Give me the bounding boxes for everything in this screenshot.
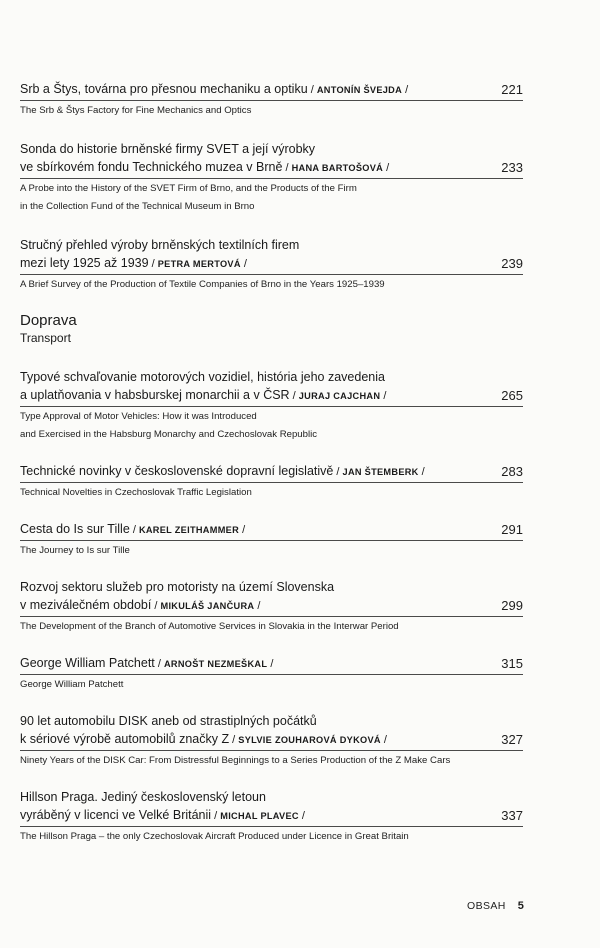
author-separator: / [148, 258, 158, 270]
entry-title-line [20, 788, 483, 806]
entry-title-text: Srb a Štys, továrna pro přesnou mechaniku a optiku [20, 82, 308, 96]
entry-page-number: 337 [501, 808, 523, 823]
entry-page-number: 327 [501, 732, 523, 747]
entry-author: ARNOŠT NEZMEŠKAL [163, 659, 268, 669]
entry-title-text: a uplatňovania v habsburskej monarchii a v ČSR [20, 388, 290, 402]
entry-title-block [20, 788, 523, 825]
author-separator: / [307, 84, 317, 96]
entry-title-line [20, 712, 483, 730]
entry-title-block [20, 80, 523, 99]
section-subtitle: Transport [20, 331, 71, 345]
toc-entry [20, 236, 523, 293]
entry-author: KAREL ZEITHAMMER [138, 525, 240, 535]
entry-title-line [20, 368, 483, 386]
entry-title-text: mezi lety 1925 až 1939 [20, 256, 149, 270]
entry-title-block [20, 654, 523, 673]
entry-author: HANA BARTOŠOVÁ [291, 163, 384, 173]
entry-title-line [20, 596, 483, 615]
entry-english-title: A Probe into the History of the SVET Firm of Brno, and the Products of the Firm [20, 183, 357, 194]
entry-title-block [20, 368, 523, 405]
entry-title-text: Typové schvaľovanie motorových vozidiel, história jeho zavedenia [20, 370, 385, 384]
entry-title-line [20, 806, 483, 825]
author-separator: / [298, 810, 305, 822]
toc-group-bottom [20, 368, 523, 845]
author-separator: / [239, 524, 246, 536]
entry-title-line [20, 254, 483, 273]
entry-title-text: 90 let automobilu DISK aneb od strastiplných počátků [20, 714, 317, 728]
author-separator: / [254, 600, 261, 612]
entry-title-line [20, 236, 483, 254]
entry-title-block [20, 578, 523, 615]
entry-page-number: 315 [501, 656, 523, 671]
entry-title-block [20, 520, 523, 539]
entry-title-line [20, 730, 483, 749]
author-separator: / [402, 84, 409, 96]
entry-title-text: Stručný přehled výroby brněnských textilních firem [20, 238, 300, 252]
toc-entry [20, 578, 523, 635]
entry-english-title: Type Approval of Motor Vehicles: How it was Introduced [20, 411, 257, 422]
entry-title-line [20, 80, 483, 99]
entry-title-text: Rozvoj sektoru služeb pro motoristy na území Slovenska [20, 580, 335, 594]
entry-english-title: The Srb & Štys Factory for Fine Mechanics and Optics [20, 105, 252, 116]
entry-title-text: ve sbírkovém fondu Technického muzea v Brně [20, 160, 283, 174]
toc-entry [20, 80, 523, 119]
entry-english-title: The Journey to Is sur Tille [20, 545, 130, 556]
entry-english-title: The Development of the Branch of Automotive Services in Slovakia in the Interwar Period [20, 621, 399, 632]
entry-title-block [20, 236, 523, 273]
entry-page-number: 233 [501, 160, 523, 175]
author-separator: / [333, 466, 343, 478]
entry-page-number: 283 [501, 464, 523, 479]
entry-author: MIKULÁŠ JANČURA [160, 601, 255, 611]
entry-english-title: The Hillson Praga – the only Czechoslovak Aircraft Produced under Licence in Great Britain [20, 831, 409, 842]
entry-title-line [20, 578, 483, 596]
entry-title-line [20, 520, 483, 539]
author-separator: / [211, 810, 221, 822]
author-separator: / [380, 734, 387, 746]
entry-author: JURAJ CAJCHAN [298, 391, 381, 401]
author-separator: / [151, 600, 161, 612]
entry-title-text: Sonda do historie brněnské firmy SVET a její výrobky [20, 142, 316, 156]
author-separator: / [383, 162, 390, 174]
author-separator: / [229, 734, 239, 746]
toc-entry [20, 520, 523, 559]
entry-english-title: A Brief Survey of the Production of Textile Companies of Brno in the Years 1925–1939 [20, 279, 385, 290]
entry-title-text: v meziválečném období [20, 598, 152, 612]
entry-title-line [20, 158, 483, 177]
toc-entry [20, 712, 523, 769]
entry-english-title: George William Patchett [20, 679, 124, 690]
entry-author: JAN ŠTEMBERK [342, 467, 419, 477]
author-separator: / [380, 390, 387, 402]
entry-english-title: Technical Novelties in Czechoslovak Traffic Legislation [20, 487, 252, 498]
toc-group-top [20, 80, 523, 293]
footer-page-number: 5 [517, 900, 525, 912]
toc-entry [20, 140, 523, 215]
entry-title-line [20, 140, 483, 158]
entry-title-line [20, 654, 483, 673]
author-separator: / [154, 658, 164, 670]
entry-page-number: 299 [501, 598, 523, 613]
author-separator: / [418, 466, 425, 478]
section-title: Doprava [20, 312, 77, 329]
entry-title-block [20, 140, 523, 177]
page-footer [467, 900, 524, 912]
entry-title-text: Technické novinky v československé dopravní legislativě [20, 464, 334, 478]
author-separator: / [129, 524, 139, 536]
entry-title-text: vyráběný v licenci ve Velké Británii [20, 808, 212, 822]
entry-author: SYLVIE ZOUHAROVÁ DYKOVÁ [238, 735, 381, 745]
entry-author: PETRA MERTOVÁ [157, 259, 241, 269]
section-heading [20, 311, 523, 346]
author-separator: / [282, 162, 292, 174]
entry-title-block [20, 462, 523, 481]
entry-page-number: 221 [501, 82, 523, 97]
toc-entry [20, 654, 523, 693]
entry-title-text: Hillson Praga. Jediný československý letoun [20, 790, 266, 804]
author-separator: / [267, 658, 274, 670]
entry-title-text: George William Patchett [20, 656, 155, 670]
entry-page-number: 239 [501, 256, 523, 271]
entry-title-line [20, 386, 483, 405]
entry-english-title: in the Collection Fund of the Technical Museum in Brno [20, 201, 255, 212]
entry-page-number: 291 [501, 522, 523, 537]
entry-title-text: Cesta do Is sur Tille [20, 522, 130, 536]
author-separator: / [289, 390, 299, 402]
entry-author: ANTONÍN ŠVEJDA [316, 85, 403, 95]
toc-entries [20, 80, 523, 845]
entry-title-line [20, 462, 483, 481]
toc-entry [20, 368, 523, 443]
entry-title-text: k sériové výrobě automobilů značky Z [20, 732, 230, 746]
entry-author: MICHAL PLAVEC [220, 811, 299, 821]
entry-page-number: 265 [501, 388, 523, 403]
toc-entry [20, 788, 523, 845]
entry-english-title: and Exercised in the Habsburg Monarchy and Czechoslovak Republic [20, 429, 318, 440]
author-separator: / [240, 258, 247, 270]
entry-english-title: Ninety Years of the DISK Car: From Distressful Beginnings to a Series Production of the Z Make Cars [20, 755, 451, 766]
entry-title-block [20, 712, 523, 749]
footer-label: OBSAH [467, 900, 506, 912]
toc-entry [20, 462, 523, 501]
